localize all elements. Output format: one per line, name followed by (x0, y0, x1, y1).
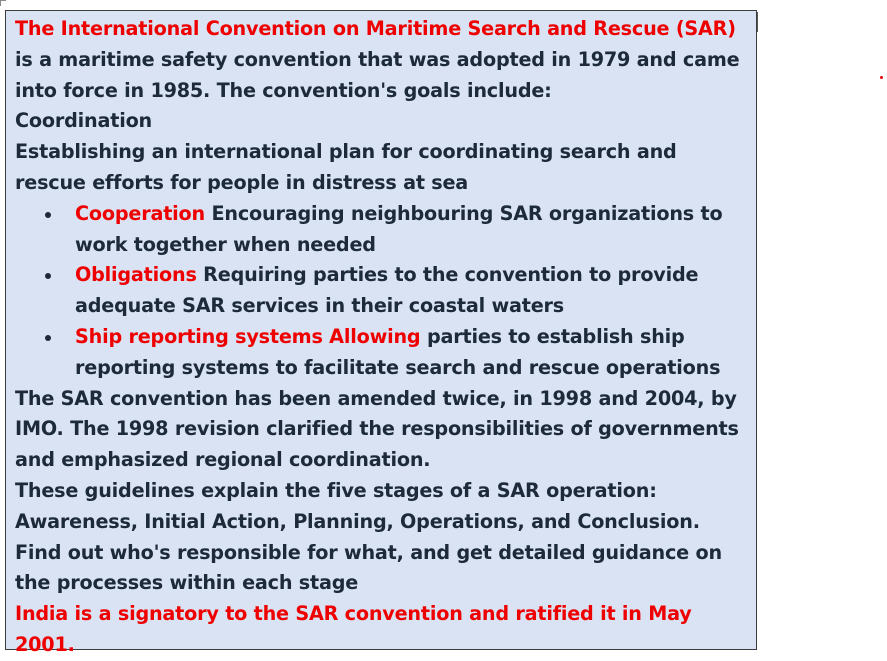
convention-title: The International Convention on Maritime Search and Rescue (SAR) (15, 17, 736, 40)
corner-crop-mark (0, 0, 6, 6)
guidelines-paragraph: These guidelines explain the five stages of a SAR operation: Awareness, Initial Action, Planning, Operations, and Conclusion. Find out who's responsible for what, and get detailed guidance on the processes within each stage (15, 478, 722, 595)
textbox-edge-tick (757, 12, 758, 32)
bullet-icon (45, 335, 51, 341)
goal-item-ship-reporting (15, 322, 746, 384)
goals-list (15, 199, 746, 384)
intro-text: is a maritime safety convention that was adopted in 1979 and came into force in 1985. The convention's goals include: (15, 47, 740, 102)
coordination-heading: Coordination (15, 109, 153, 133)
goal-term: Cooperation (75, 201, 205, 225)
goal-text: parties to establish ship reporting systems to facilitate search and rescue operations (75, 324, 721, 379)
sar-text-box (5, 10, 757, 656)
bullet-icon (45, 212, 51, 218)
bullet-icon (45, 273, 51, 279)
intro-paragraph (15, 14, 746, 106)
india-statement: India is a signatory to the SAR convention and ratified it in May 2001. (15, 602, 692, 656)
goal-term: Obligations (75, 263, 197, 287)
coordination-text: Establishing an international plan for coordinating search and rescue efforts for people in distress at sea (15, 140, 677, 194)
goal-term: Ship reporting systems Allowing (75, 324, 421, 348)
goal-text: Requiring parties to the convention to provide adequate SAR services in their coastal waters (75, 263, 699, 318)
amendments-paragraph: The SAR convention has been amended twice, in 1998 and 2004, by IMO. The 1998 revision clarified the responsibilities of governments and emphasized regional coordination. (15, 386, 739, 472)
red-dot-mark (880, 76, 883, 79)
goal-text: Encouraging neighbouring SAR organizations to work together when needed (75, 201, 723, 256)
goal-item-cooperation (15, 199, 746, 261)
goal-item-obligations (15, 260, 746, 322)
